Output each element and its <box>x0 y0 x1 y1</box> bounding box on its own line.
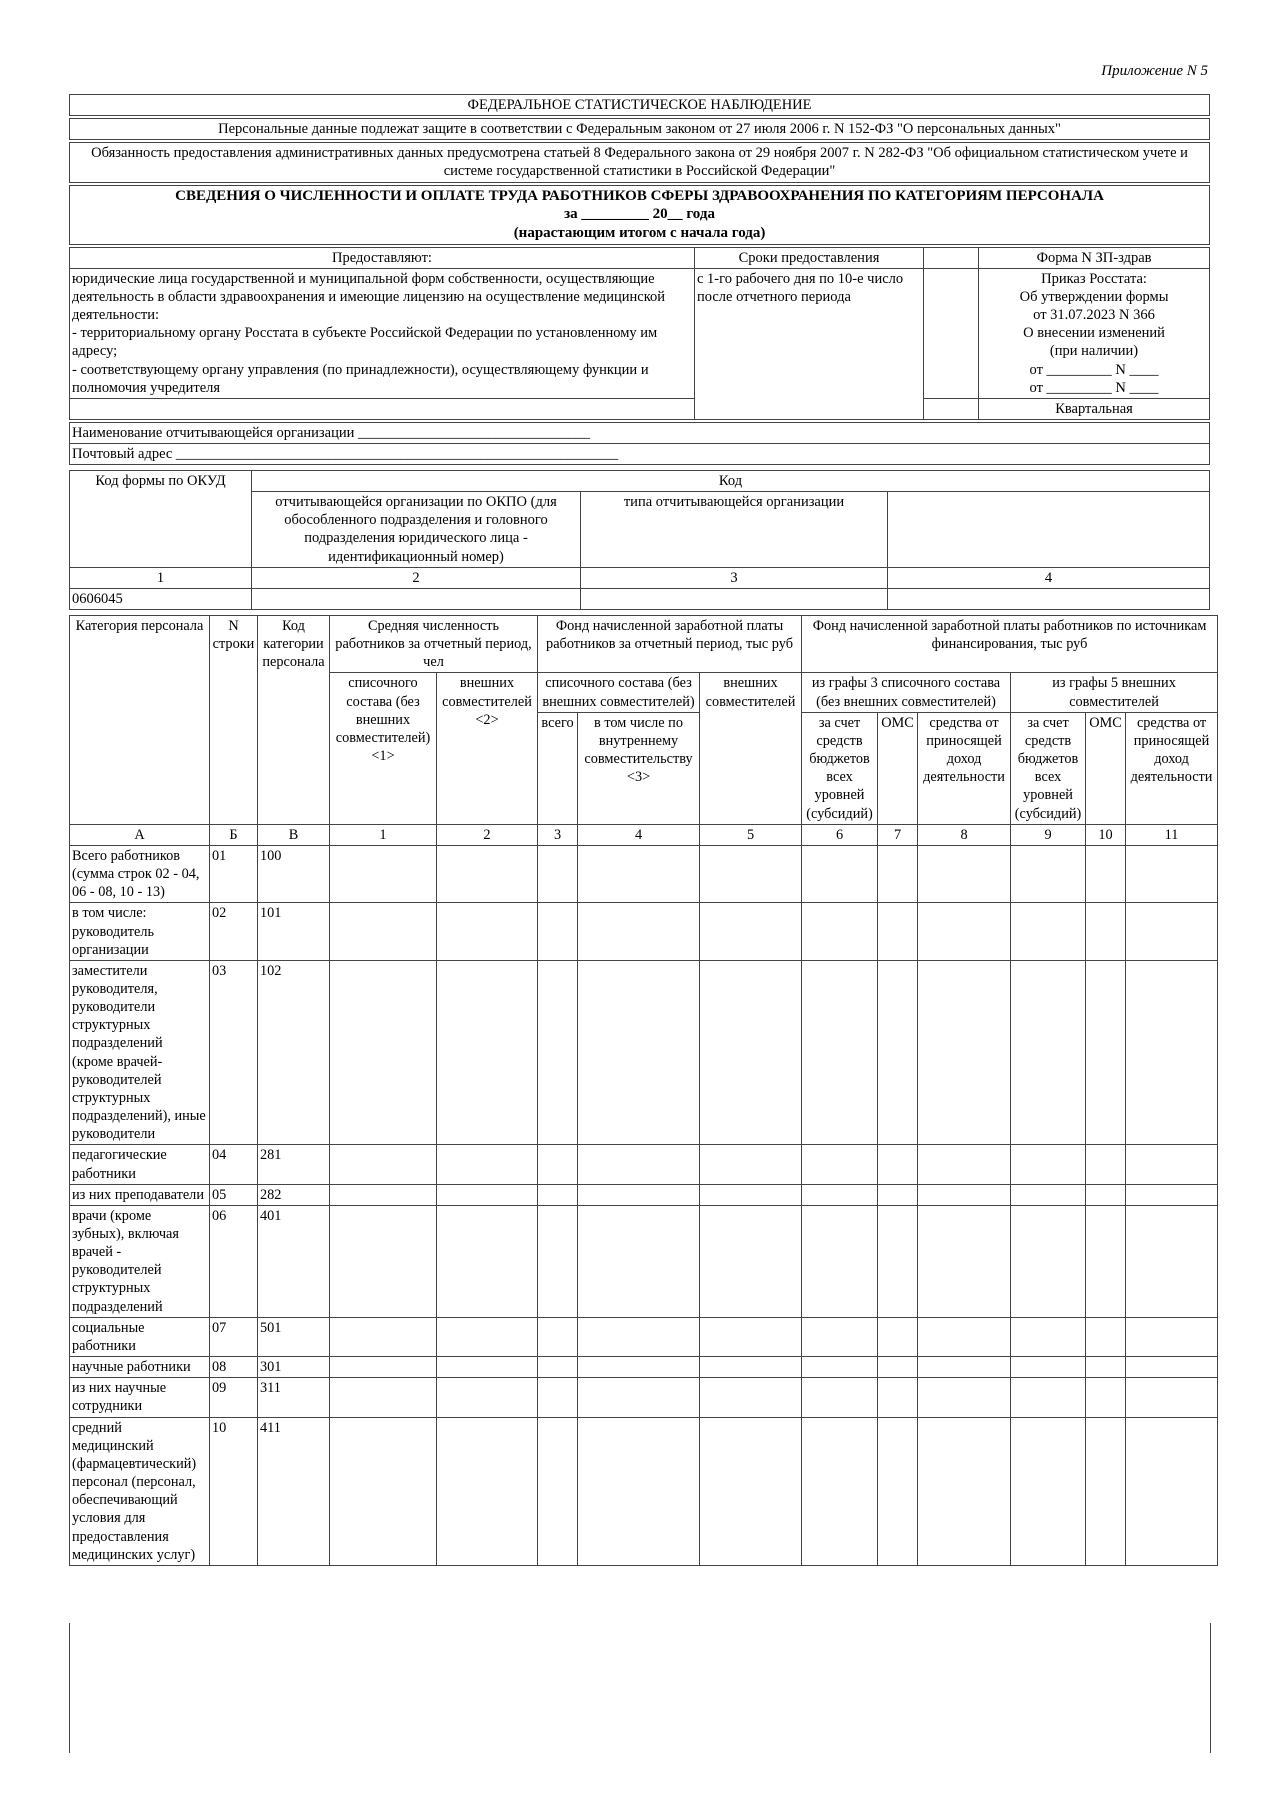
h-fund-list: списочного состава (без внешних совместителей) <box>538 673 700 712</box>
h-budget-3: за счет средств бюджетов всех уровней (субсидий) <box>802 712 878 824</box>
fed-obs-title: ФЕДЕРАЛЬНОЕ СТАТИСТИЧЕСКОЕ НАБЛЮДЕНИЕ <box>70 95 1210 116</box>
row-number: 06 <box>210 1205 258 1317</box>
org-type-input[interactable] <box>581 588 888 609</box>
h-fund-ext: внешних совместителей <box>700 673 802 824</box>
value-cell[interactable] <box>578 1357 700 1378</box>
h-rownum: N строки <box>210 616 258 825</box>
value-cell[interactable] <box>330 1357 437 1378</box>
value-cell[interactable] <box>1011 903 1086 960</box>
value-cell[interactable] <box>538 1417 578 1565</box>
value-cell[interactable] <box>878 1184 918 1205</box>
row-number: 09 <box>210 1378 258 1417</box>
table-row <box>70 960 1218 1145</box>
value-cell[interactable] <box>918 1145 1011 1184</box>
value-cell[interactable] <box>578 960 700 1145</box>
column-letter: 11 <box>1126 824 1218 845</box>
row-number: 03 <box>210 960 258 1145</box>
provide-text: юридические лица государственной и муниципальной форм собственности, осуществляющие деятельность в области здравоохранения и имеющие лицензию на осуществление медицинской деятельности: - территориальному органу Росстата в субъекте Российской Федерации по установленному им адресу; - соответствующему органу управления (по принадлежности), осуществляющему функции и полномочия учредителя <box>70 268 695 398</box>
column-letter: 3 <box>538 824 578 845</box>
value-cell[interactable] <box>1011 1317 1086 1356</box>
row-code: 101 <box>258 903 330 960</box>
value-cell[interactable] <box>878 1145 918 1184</box>
row-number: 10 <box>210 1417 258 1565</box>
value-cell[interactable] <box>1126 1417 1218 1565</box>
value-cell[interactable] <box>538 903 578 960</box>
column-letter: 8 <box>918 824 1011 845</box>
value-cell[interactable] <box>437 903 538 960</box>
value-cell[interactable] <box>538 845 578 902</box>
value-cell[interactable] <box>1126 1145 1218 1184</box>
row-category: из них преподаватели <box>70 1184 210 1205</box>
header-table <box>69 94 1210 465</box>
row-code: 401 <box>258 1205 330 1317</box>
value-cell[interactable] <box>700 1417 802 1565</box>
okpo-label: отчитывающейся организации по ОКПО (для обособленного подразделения и головного подразделения юридического лица - идентификационный номер) <box>252 492 581 568</box>
value-cell[interactable] <box>1011 1357 1086 1378</box>
value-cell[interactable] <box>437 845 538 902</box>
value-cell[interactable] <box>1011 1184 1086 1205</box>
h-from5: из графы 5 внешних совместителей <box>1011 673 1218 712</box>
report-accumulated: (нарастающим итогом с начала года) <box>513 225 766 241</box>
table-row <box>70 903 1218 960</box>
value-cell[interactable] <box>700 845 802 902</box>
okud-value: 0606045 <box>70 588 252 609</box>
value-cell[interactable] <box>700 1145 802 1184</box>
value-cell[interactable] <box>700 1317 802 1356</box>
blank-cell-2 <box>924 398 979 419</box>
value-cell[interactable] <box>918 1378 1011 1417</box>
value-cell[interactable] <box>1086 903 1126 960</box>
value-cell[interactable] <box>918 1357 1011 1378</box>
value-cell[interactable] <box>802 903 878 960</box>
row-number: 07 <box>210 1317 258 1356</box>
table-row <box>70 1205 1218 1317</box>
value-cell[interactable] <box>578 1184 700 1205</box>
value-cell[interactable] <box>1126 1184 1218 1205</box>
org-type-label: типа отчитывающейся организации <box>581 492 888 568</box>
row-category: педагогические работники <box>70 1145 210 1184</box>
value-cell[interactable] <box>330 845 437 902</box>
row-category: заместители руководителя, руководители структурных подразделений (кроме врачей-руководителей структурных подразделений), иные руководители <box>70 960 210 1145</box>
okpo-input[interactable] <box>252 588 581 609</box>
value-cell[interactable] <box>578 1205 700 1317</box>
column-letter: 4 <box>578 824 700 845</box>
h-budget-5: за счет средств бюджетов всех уровней (субсидий) <box>1011 712 1086 824</box>
value-cell[interactable] <box>1126 845 1218 902</box>
value-cell[interactable] <box>330 1205 437 1317</box>
value-cell[interactable] <box>802 1357 878 1378</box>
row-category: средний медицинский (фармацевтический) персонал (персонал, обеспечивающий условия для предоставления медицинских услуг) <box>70 1417 210 1565</box>
value-cell[interactable] <box>878 1317 918 1356</box>
value-cell[interactable] <box>878 960 918 1145</box>
value-cell[interactable] <box>1126 903 1218 960</box>
value-cell[interactable] <box>802 1205 878 1317</box>
row-code: 301 <box>258 1357 330 1378</box>
row-code: 281 <box>258 1145 330 1184</box>
code-blank <box>888 492 1210 568</box>
provide-header: Предоставляют: <box>70 247 695 268</box>
value-cell[interactable] <box>437 1417 538 1565</box>
column-letter: 9 <box>1011 824 1086 845</box>
main-table <box>69 615 1218 1566</box>
row-number: 02 <box>210 903 258 960</box>
value-cell[interactable] <box>802 1378 878 1417</box>
value-cell[interactable] <box>538 1145 578 1184</box>
value-cell[interactable] <box>578 903 700 960</box>
table-row <box>70 1184 1218 1205</box>
personal-data-note: Персональные данные подлежат защите в соответствии с Федеральным законом от 27 июля 2006 г. N 152-ФЗ "О персональных данных" <box>70 119 1210 140</box>
h-from3: из графы 3 списочного состава (без внешних совместителей) <box>802 673 1011 712</box>
value-cell[interactable] <box>802 1317 878 1356</box>
periodicity: Квартальная <box>979 398 1210 419</box>
value-cell[interactable] <box>1086 1357 1126 1378</box>
value-cell[interactable] <box>1011 845 1086 902</box>
value-cell[interactable] <box>878 1417 918 1565</box>
column-letter: 5 <box>700 824 802 845</box>
col-num-4: 4 <box>888 567 1210 588</box>
value-cell[interactable] <box>700 1205 802 1317</box>
value-cell[interactable] <box>918 960 1011 1145</box>
table-row <box>70 1357 1218 1378</box>
row-code: 311 <box>258 1378 330 1417</box>
value-cell[interactable] <box>918 1417 1011 1565</box>
column-letter: А <box>70 824 210 845</box>
row-category: научные работники <box>70 1357 210 1378</box>
h-income-5: средства от приносящей доход деятельности <box>1126 712 1218 824</box>
row-code: 282 <box>258 1184 330 1205</box>
value-cell[interactable] <box>1126 1317 1218 1356</box>
row-number: 08 <box>210 1357 258 1378</box>
h-oms-5: ОМС <box>1086 712 1126 824</box>
column-letter: 7 <box>878 824 918 845</box>
blank-header <box>924 247 979 268</box>
value-cell[interactable] <box>330 1145 437 1184</box>
value-cell[interactable] <box>330 1317 437 1356</box>
row-category: социальные работники <box>70 1317 210 1356</box>
h-avg: Средняя численность работников за отчетный период, чел <box>330 616 538 673</box>
table-row <box>70 1317 1218 1356</box>
value-cell[interactable] <box>1126 1357 1218 1378</box>
h-avg-list: списочного состава (без внешних совместителей) <1> <box>330 673 437 824</box>
value-cell[interactable] <box>802 960 878 1145</box>
row-number: 04 <box>210 1145 258 1184</box>
value-cell[interactable] <box>700 1184 802 1205</box>
value-cell[interactable] <box>1011 1417 1086 1565</box>
value-cell[interactable] <box>700 960 802 1145</box>
report-title <box>70 185 1210 244</box>
value-cell[interactable] <box>700 903 802 960</box>
col-num-1: 1 <box>70 567 252 588</box>
deadline-header: Сроки предоставления <box>695 247 924 268</box>
value-cell[interactable] <box>538 960 578 1145</box>
value-cell[interactable] <box>1086 845 1126 902</box>
value-cell[interactable] <box>578 845 700 902</box>
h-avg-ext: внешних совместителей <2> <box>437 673 538 824</box>
value-cell[interactable] <box>1086 1378 1126 1417</box>
value-cell[interactable] <box>578 1417 700 1565</box>
row-code: 100 <box>258 845 330 902</box>
value-cell[interactable] <box>802 845 878 902</box>
value-cell[interactable] <box>578 1317 700 1356</box>
value-cell[interactable] <box>437 1145 538 1184</box>
value-cell[interactable] <box>918 845 1011 902</box>
value-cell[interactable] <box>878 1378 918 1417</box>
value-cell[interactable] <box>578 1145 700 1184</box>
value-cell[interactable] <box>1086 960 1126 1145</box>
form-approval: Приказ Росстата: Об утверждении формы от 31.07.2023 N 366 О внесении изменений (при наличии) от _________ N ____ от _________ N ____ <box>979 268 1210 398</box>
value-cell[interactable] <box>878 1357 918 1378</box>
value-cell[interactable] <box>437 1205 538 1317</box>
col-num-3: 3 <box>581 567 888 588</box>
report-period: за _________ 20__ года <box>564 206 715 223</box>
row-code: 501 <box>258 1317 330 1356</box>
value-cell[interactable] <box>918 1205 1011 1317</box>
column-letter: 2 <box>437 824 538 845</box>
value-cell[interactable] <box>1011 1145 1086 1184</box>
value-cell[interactable] <box>918 1317 1011 1356</box>
table-row <box>70 1145 1218 1184</box>
value-cell[interactable] <box>330 960 437 1145</box>
value-cell[interactable] <box>330 1378 437 1417</box>
value-cell[interactable] <box>330 1417 437 1565</box>
value-cell[interactable] <box>437 960 538 1145</box>
row-code: 102 <box>258 960 330 1145</box>
appendix-label: Приложение N 5 <box>1101 63 1208 79</box>
h-fund: Фонд начисленной заработной платы работников за отчетный период, тыс руб <box>538 616 802 673</box>
column-letter: В <box>258 824 330 845</box>
column-letter: 6 <box>802 824 878 845</box>
obligation-note: Обязанность предоставления административных данных предусмотрена статьей 8 Федерального закона от 29 ноября 2007 г. N 282-ФЗ "Об официальном статистическом учете и системе государственной статистики в Российской Федерации" <box>70 143 1210 182</box>
codes-table <box>69 470 1210 610</box>
value-cell[interactable] <box>578 1378 700 1417</box>
value-cell[interactable] <box>1011 1205 1086 1317</box>
value-cell[interactable] <box>1126 960 1218 1145</box>
value-cell[interactable] <box>437 1184 538 1205</box>
value-cell[interactable] <box>538 1378 578 1417</box>
value-cell[interactable] <box>802 1417 878 1565</box>
provide-blank <box>70 398 695 419</box>
h-category: Категория персонала <box>70 616 210 825</box>
h-income-3: средства от приносящей доход деятельности <box>918 712 1011 824</box>
okud-label: Код формы по ОКУД <box>70 471 252 568</box>
code-label: Код <box>252 471 1210 492</box>
row-code: 411 <box>258 1417 330 1565</box>
value-cell[interactable] <box>1086 1145 1126 1184</box>
row-category: из них научные сотрудники <box>70 1378 210 1417</box>
column-letter: Б <box>210 824 258 845</box>
row-number: 05 <box>210 1184 258 1205</box>
value-cell[interactable] <box>1126 1378 1218 1417</box>
value-cell[interactable] <box>437 1357 538 1378</box>
main-table-body <box>70 845 1218 1565</box>
h-oms-3: ОМС <box>878 712 918 824</box>
row-category: Всего работников (сумма строк 02 - 04, 06 - 08, 10 - 13) <box>70 845 210 902</box>
value-cell[interactable] <box>330 1184 437 1205</box>
row-category: в том числе: руководитель организации <box>70 903 210 960</box>
col-num-2: 2 <box>252 567 581 588</box>
value-cell[interactable] <box>878 1205 918 1317</box>
value-cell[interactable] <box>1086 1184 1126 1205</box>
value-cell[interactable] <box>918 903 1011 960</box>
postal-address-field[interactable]: Почтовый адрес _____________________________________________________________ <box>70 444 1210 465</box>
h-fund-src: Фонд начисленной заработной платы работников по источникам финансирования, тыс руб <box>802 616 1218 673</box>
h-total: всего <box>538 712 578 824</box>
value-cell[interactable] <box>700 1357 802 1378</box>
blank-cell <box>924 268 979 398</box>
value-cell[interactable] <box>538 1317 578 1356</box>
column-letters-row <box>70 824 1218 845</box>
h-code: Код категории персонала <box>258 616 330 825</box>
column-letter: 1 <box>330 824 437 845</box>
value-cell[interactable] <box>437 1317 538 1356</box>
column-letter: 10 <box>1086 824 1126 845</box>
deadline-text: с 1-го рабочего дня по 10-е число после отчетного периода <box>695 268 924 419</box>
value-cell[interactable] <box>538 1357 578 1378</box>
value-cell[interactable] <box>918 1184 1011 1205</box>
value-cell[interactable] <box>1011 1378 1086 1417</box>
table-row <box>70 845 1218 902</box>
value-cell[interactable] <box>330 903 437 960</box>
code4-input[interactable] <box>888 588 1210 609</box>
org-name-field[interactable]: Наименование отчитывающейся организации ________________________________ <box>70 422 1210 443</box>
table-row <box>70 1417 1218 1565</box>
form-number-header: Форма N ЗП-здрав <box>979 247 1210 268</box>
value-cell[interactable] <box>802 1184 878 1205</box>
value-cell[interactable] <box>1011 960 1086 1145</box>
value-cell[interactable] <box>1086 1205 1126 1317</box>
value-cell[interactable] <box>700 1378 802 1417</box>
value-cell[interactable] <box>878 845 918 902</box>
value-cell[interactable] <box>437 1378 538 1417</box>
table-row <box>70 1378 1218 1417</box>
value-cell[interactable] <box>1086 1317 1126 1356</box>
value-cell[interactable] <box>878 903 918 960</box>
h-internal: в том числе по внутреннему совместительству <3> <box>578 712 700 824</box>
row-category: врачи (кроме зубных), включая врачей - руководителей структурных подразделений <box>70 1205 210 1317</box>
report-title-line1: СВЕДЕНИЯ О ЧИСЛЕННОСТИ И ОПЛАТЕ ТРУДА РАБОТНИКОВ СФЕРЫ ЗДРАВООХРАНЕНИЯ ПО КАТЕГОРИЯМ ПЕРСОНАЛА <box>175 187 1104 204</box>
value-cell[interactable] <box>538 1184 578 1205</box>
value-cell[interactable] <box>1086 1417 1126 1565</box>
value-cell[interactable] <box>538 1205 578 1317</box>
value-cell[interactable] <box>1126 1205 1218 1317</box>
value-cell[interactable] <box>802 1145 878 1184</box>
row-number: 01 <box>210 845 258 902</box>
table-continuation <box>69 1623 1211 1753</box>
